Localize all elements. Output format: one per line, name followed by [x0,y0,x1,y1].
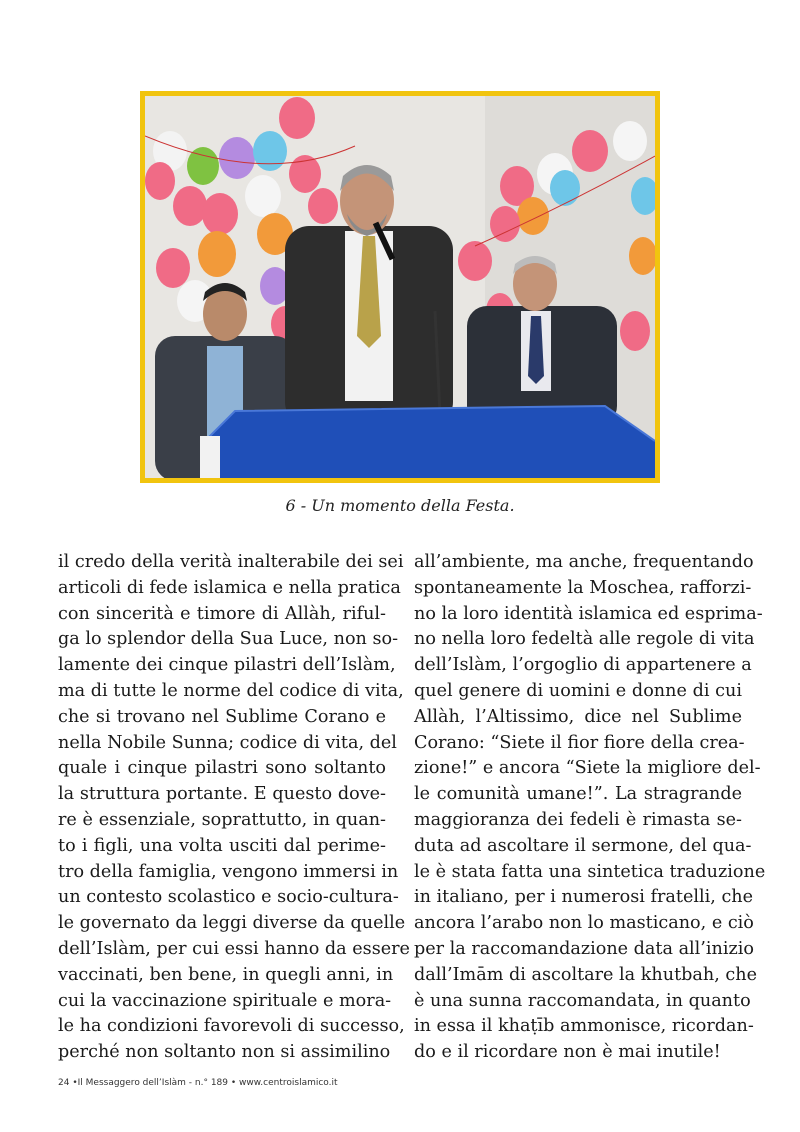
text-line: tro della famiglia, vengono immersi in [58,861,399,882]
text-line: spontaneamente la Moschea, rafforzi- [414,577,752,598]
text-line: do e il ricordare non è mai inutile! [414,1042,721,1063]
text-line: in italiano, per i numerosi fratelli, che [414,887,754,908]
text-line: quale i cinque pilastri sono soltanto [58,758,386,779]
page-footer [58,1078,338,1088]
text-line: il credo della verità inalterabile dei sei [58,552,404,572]
text-line: dall’Imām di ascoltare la khutbah, che [414,964,758,985]
text-line: le comunità umane!”. La stragrande [414,784,742,805]
text-line: le ha condizioni favorevoli di successo, [58,1016,405,1037]
text-line: cui la vaccinazione spirituale e mora- [58,990,392,1011]
text-column-right [414,550,766,1066]
page-number: 24 [58,1078,70,1088]
text-line: Allàh, l’Altissimo, dice nel Sublime [414,706,742,727]
event-photo-illustration [145,96,655,478]
text-line: no la loro identità islamica ed esprima- [414,603,763,624]
speaker-table [200,406,655,478]
text-line: lamente dei cinque pilastri dell’Islàm, [58,655,396,676]
text-line: dell’Islàm, l’orgoglio di appartenere a [414,655,752,676]
text-line: vaccinati, ben bene, in quegli anni, in [58,964,394,985]
text-line: perché non soltanto non si assimilino [58,1042,391,1063]
text-line: è una sunna raccomandata, in quanto [414,990,751,1011]
text-line: per la raccomandazione data all’inizio [414,938,754,959]
text-line: che si trovano nel Sublime Corano e [58,706,386,727]
website-link[interactable]: www.centroislamico.it [239,1078,338,1088]
text-line: con sincerità e timore di Allàh, riful- [58,603,386,624]
text-line: maggioranza dei fedeli è rimasta se- [414,809,742,830]
text-line: le governato da leggi diverse da quelle [58,913,406,934]
text-line: quel genere di uomini e donne di cui [414,680,742,701]
text-line: duta ad ascoltare il sermone, del qua- [414,835,752,856]
text-line: ancora l’arabo non lo masticano, e ciò [414,913,754,934]
text-line: la struttura portante. E questo dove- [58,784,386,805]
text-line: nella Nobile Sunna; codice di vita, del [58,732,397,753]
text-line: Corano: “Siete il fior fiore della crea- [414,732,745,753]
text-line: ga lo splendor della Sua Luce, non so- [58,629,399,650]
text-line: in essa il khaṭīb ammonisce, ricordan- [414,1016,754,1037]
text-line: no nella loro fedeltà alle regole di vita [414,629,755,650]
text-line: un contesto scolastico e socio-cultura- [58,887,399,908]
text-line: articoli di fede islamica e nella pratica [58,577,401,598]
text-column-left [58,550,410,1066]
text-line: all’ambiente, ma anche, frequentando [414,552,754,572]
text-line: to i figli, una volta usciti dal perime- [58,835,386,856]
event-photo [140,91,660,483]
publication-name: •Il Messaggero dell’Islàm - n.° 189 • [72,1078,237,1088]
text-line: dell’Islàm, per cui essi hanno da essere [58,938,410,959]
text-line: zione!” e ancora “Siete la migliore del- [414,758,761,779]
text-line: le è stata fatta una sintetica traduzione [414,861,766,882]
text-line: re è essenziale, soprattutto, in quan- [58,809,386,830]
figure-caption: 6 - Un momento della Festa. [285,496,515,515]
text-line: ma di tutte le norme del codice di vita, [58,680,404,701]
